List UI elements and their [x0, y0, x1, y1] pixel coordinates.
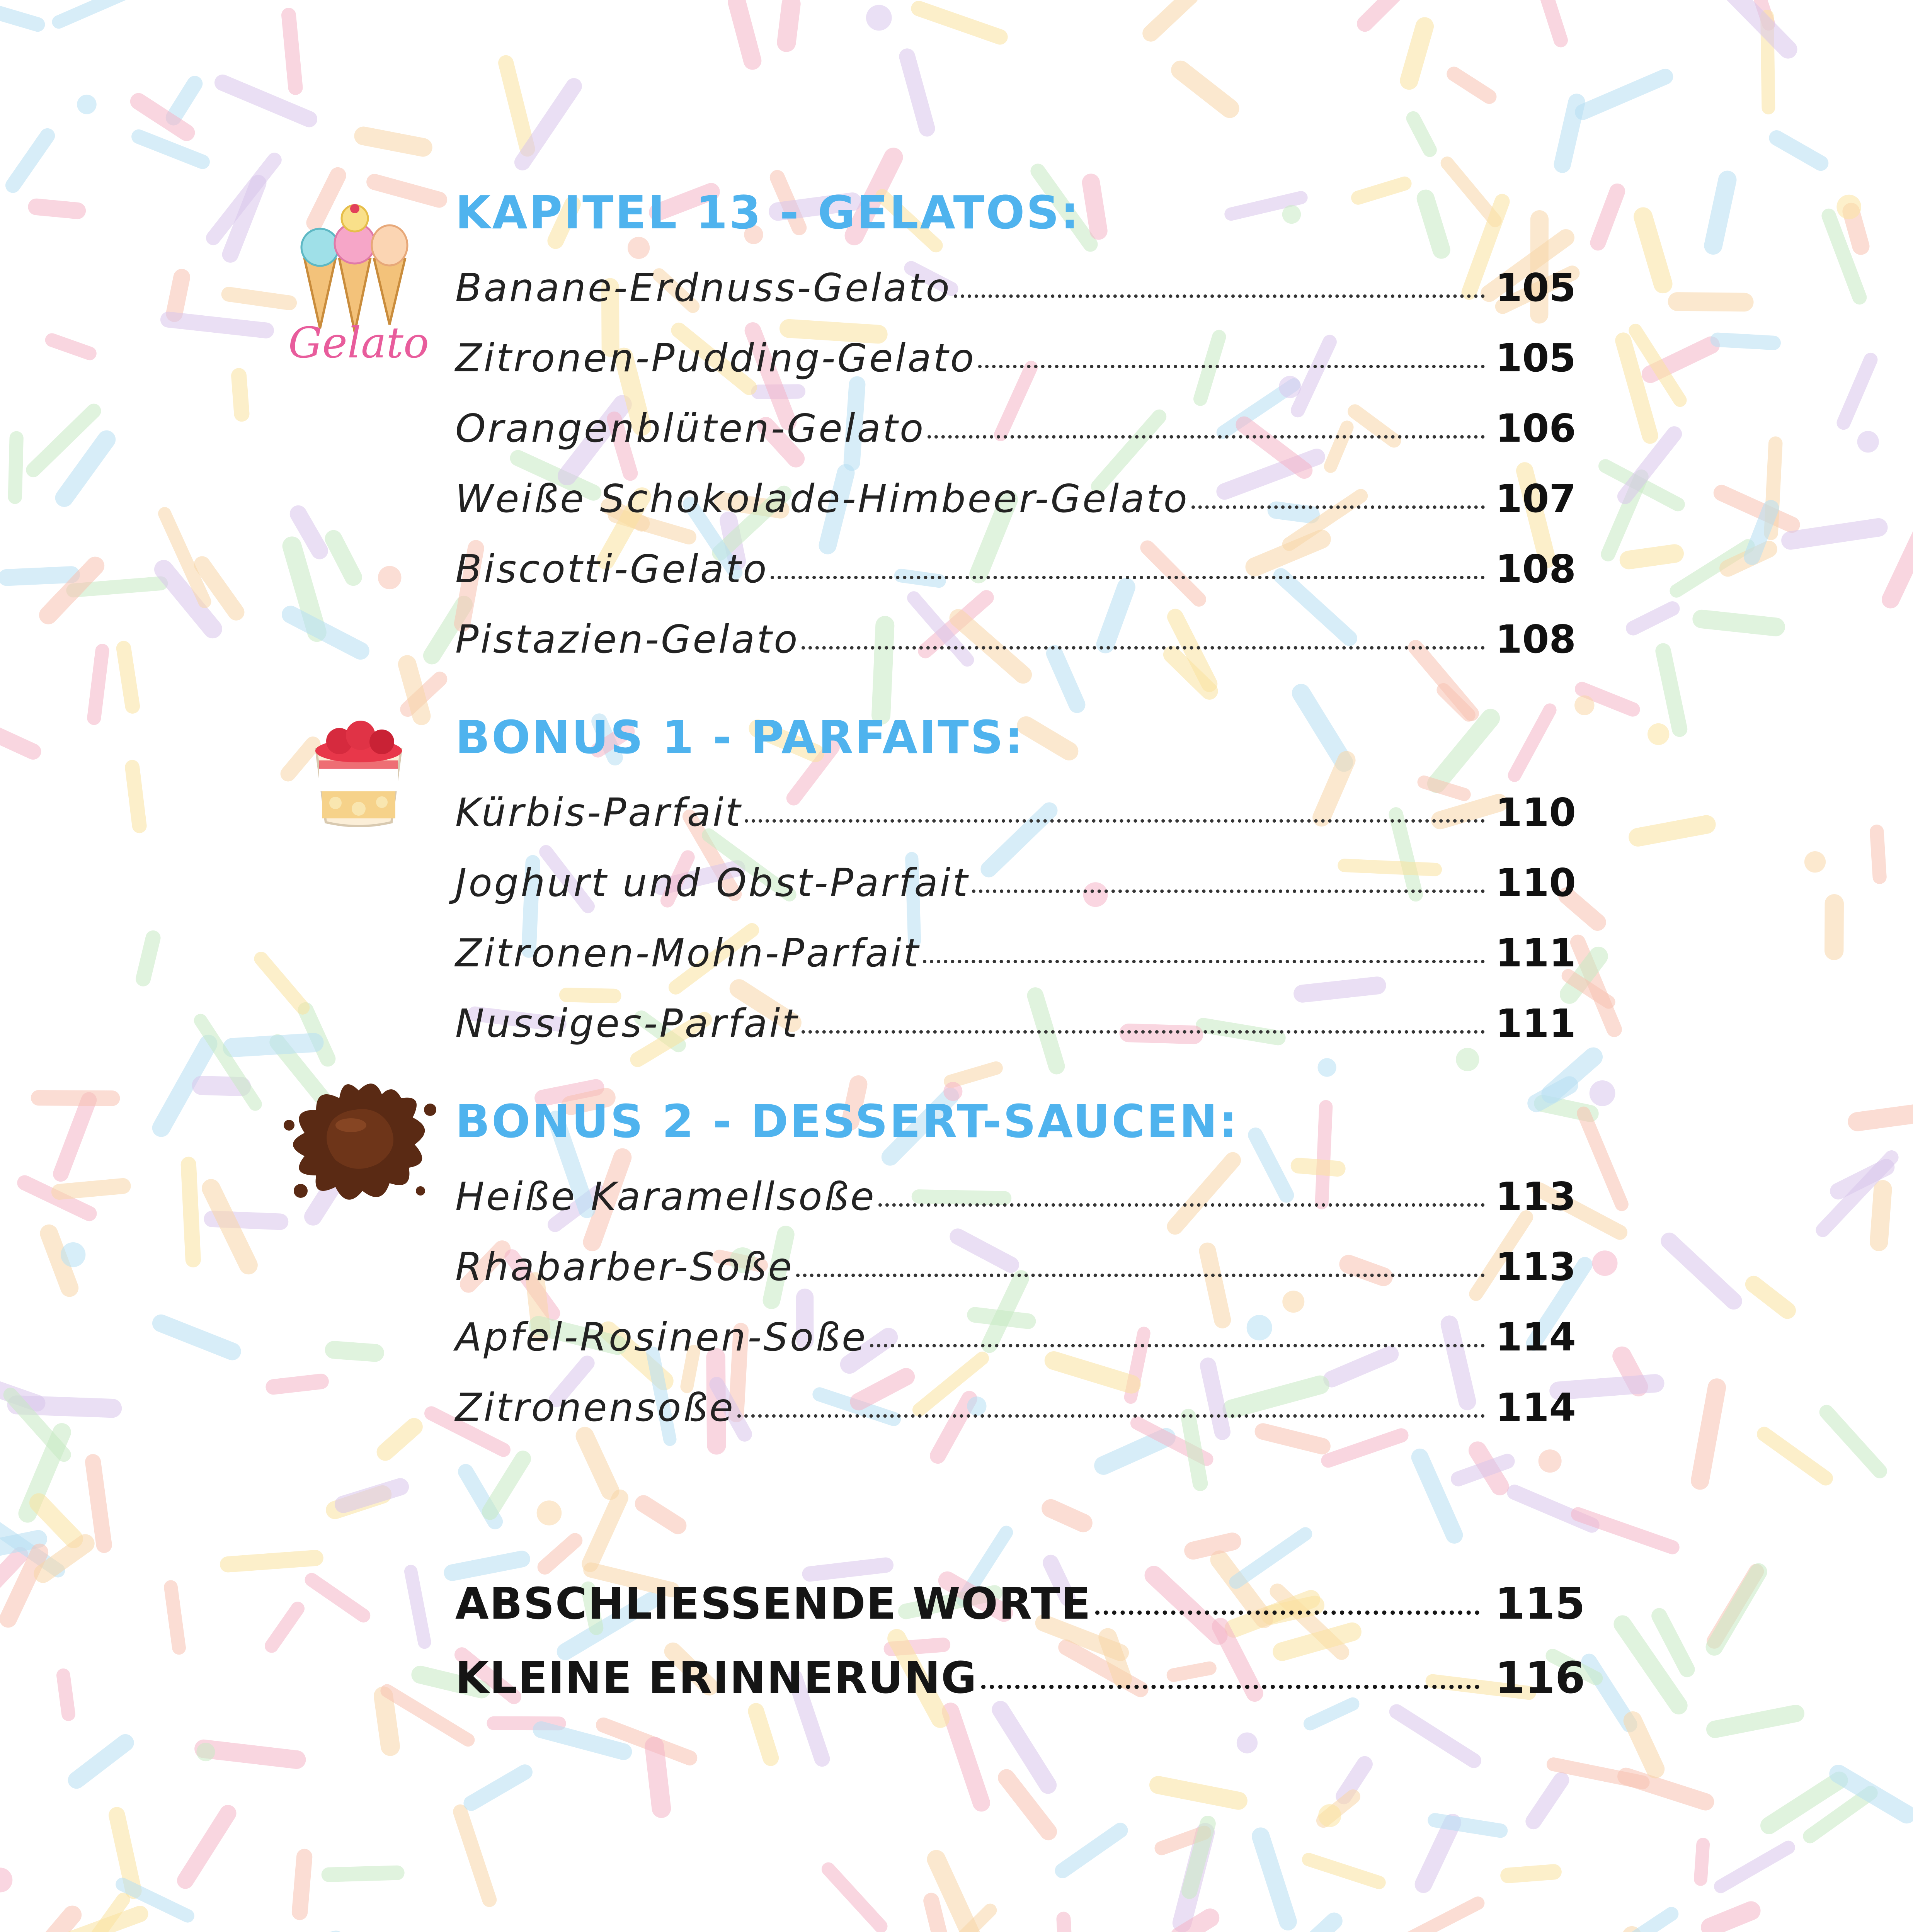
table-of-contents	[289, 185, 1585, 1727]
sprinkle	[1843, 360, 1870, 423]
dot-leader	[972, 889, 1485, 893]
sprinkle-dot	[77, 95, 97, 114]
sprinkle-dot	[1592, 1250, 1618, 1276]
section-title: BONUS 2 - DESSERT-SAUCEN:	[455, 1095, 1239, 1148]
sprinkle	[1777, 138, 1821, 163]
toc-entry[interactable]	[455, 790, 1576, 860]
entry-label: Nussiges-Parfait	[455, 1001, 799, 1046]
sprinkle	[24, 1915, 72, 1932]
dot-leader	[878, 1203, 1485, 1207]
sprinkle	[1261, 1837, 1288, 1922]
sprinkle	[1062, 1830, 1120, 1871]
sprinkle	[59, 1186, 123, 1192]
sprinkle	[1535, 0, 1561, 40]
sprinkle	[1891, 533, 1913, 599]
sprinkle	[506, 63, 528, 149]
sprinkle	[1598, 191, 1617, 243]
sprinkle-dot	[1574, 696, 1594, 715]
toc-entry[interactable]	[455, 1315, 1576, 1385]
dot-leader	[737, 1414, 1485, 1418]
dot-leader	[1095, 1610, 1479, 1615]
toc-entry[interactable]	[455, 1385, 1576, 1455]
sprinkle	[1454, 74, 1489, 97]
toc-entry[interactable]	[455, 930, 1576, 1001]
toc-entry-closing-words[interactable]	[455, 1579, 1585, 1653]
page-number: 113	[1495, 1244, 1576, 1289]
entry-label: Zitronen-Pudding-Gelato	[455, 335, 976, 381]
section-title: KAPITEL 13 - GELATOS:	[455, 186, 1081, 239]
sprinkle	[1409, 26, 1425, 80]
entry-label: Apfel-Rosinen-Soße	[455, 1315, 868, 1360]
sprinkle-dot	[1857, 431, 1879, 452]
sprinkle	[1064, 1919, 1069, 1932]
page-number: 111	[1495, 1001, 1576, 1046]
sprinkle	[61, 1100, 89, 1174]
sprinkle	[460, 1812, 489, 1900]
entry-label: Kürbis-Parfait	[455, 790, 742, 835]
entry-label: Weiße Schokolade-Himbeer-Gelato	[455, 476, 1189, 521]
entry-label: ABSCHLIESSENDE WORTE	[455, 1579, 1092, 1629]
sprinkle	[7, 575, 71, 578]
page-number: 113	[1495, 1174, 1576, 1219]
sprinkle	[383, 1696, 390, 1746]
page-number: 114	[1495, 1315, 1576, 1360]
sprinkle	[1764, 1434, 1826, 1478]
sprinkle	[63, 1675, 68, 1714]
toc-entry[interactable]	[455, 1001, 1576, 1071]
sprinkle	[93, 1462, 104, 1545]
dot-leader	[954, 294, 1485, 298]
toc-entry[interactable]	[455, 265, 1576, 335]
sprinkle	[1879, 1189, 1883, 1242]
sprinkle	[15, 438, 17, 497]
sprinkle	[1643, 217, 1663, 284]
sprinkle	[77, 1743, 125, 1780]
toc-entry[interactable]	[455, 1244, 1576, 1315]
sprinkle	[228, 1558, 315, 1565]
sprinkle	[1834, 904, 1835, 951]
sprinkle	[329, 1873, 397, 1875]
sprinkle	[1826, 1412, 1880, 1471]
section-title: BONUS 1 - PARFAITS:	[455, 711, 1025, 764]
sprinkle	[654, 1747, 661, 1809]
sprinkle	[52, 340, 90, 354]
sprinkle-dot	[1647, 723, 1669, 745]
entry-label: Rhabarber-Soße	[455, 1244, 794, 1289]
dot-leader	[923, 959, 1485, 963]
sprinkle	[1638, 825, 1706, 837]
sprinkle	[829, 1869, 881, 1926]
sprinkle	[1633, 1721, 1655, 1769]
sprinkle	[411, 1571, 424, 1642]
sprinkle	[143, 938, 153, 979]
section-bonus-2	[455, 1094, 1576, 1455]
sprinkle	[1508, 1872, 1554, 1875]
sprinkle	[189, 1165, 193, 1260]
sprinkle	[300, 1857, 305, 1912]
sprinkle	[1790, 527, 1879, 541]
entry-label: Zitronensoße	[455, 1385, 735, 1430]
page-number: 108	[1495, 546, 1576, 592]
sprinkle	[229, 294, 289, 303]
sprinkle	[1584, 1113, 1622, 1204]
sprinkle	[291, 614, 361, 651]
page-number: 110	[1495, 790, 1576, 835]
dot-leader	[796, 1273, 1485, 1277]
sprinkle	[1677, 301, 1744, 302]
dot-leader	[802, 1030, 1485, 1034]
sprinkle	[0, 725, 33, 752]
page-number: 115	[1495, 1579, 1585, 1629]
sprinkle	[385, 1427, 414, 1452]
sprinkle	[737, 2, 752, 61]
parfait-icon	[293, 702, 424, 836]
sprinkle	[1309, 1859, 1379, 1882]
section-kapitel-13	[289, 185, 1576, 687]
sprinkle	[124, 648, 133, 706]
sprinkle	[1722, 493, 1792, 525]
sprinkle	[1413, 118, 1430, 150]
sprinkle	[344, 1487, 400, 1504]
page-number: 108	[1495, 617, 1576, 662]
toc-entry-small-reminder[interactable]	[455, 1653, 1585, 1727]
toc-entry[interactable]	[455, 476, 1576, 546]
toc-entry[interactable]	[455, 617, 1576, 687]
sprinkle	[94, 651, 102, 718]
dot-leader	[1191, 505, 1485, 509]
sprinkle	[1663, 651, 1680, 729]
toc-entry[interactable]	[455, 335, 1576, 406]
dot-leader	[802, 646, 1485, 650]
sprinkle	[1633, 609, 1673, 628]
section-bonus-1	[455, 710, 1576, 1071]
sprinkle	[132, 767, 139, 826]
page-number: 114	[1495, 1385, 1576, 1430]
sprinkle	[1700, 1388, 1717, 1481]
gelato-icon-text: Gelato	[289, 318, 428, 363]
sprinkle	[1717, 340, 1773, 343]
sprinkle	[1713, 180, 1727, 245]
sprinkle-dot	[1237, 1732, 1258, 1753]
sprinkle	[1181, 70, 1230, 108]
page-number: 107	[1495, 476, 1576, 521]
entry-label: Biscotti-Gelato	[455, 546, 769, 592]
sprinkle-dot	[378, 566, 402, 590]
sprinkle	[1722, 0, 1788, 49]
sprinkle	[1700, 1844, 1703, 1879]
sprinkle-dot	[1836, 195, 1861, 219]
dot-leader	[981, 1684, 1479, 1689]
sprinkle	[168, 320, 266, 330]
gelato-icon	[289, 201, 428, 365]
toc-entry[interactable]	[455, 1174, 1576, 1244]
page-number: 105	[1495, 335, 1576, 381]
sprinkle	[272, 1609, 298, 1646]
sprinkle	[1423, 1823, 1452, 1884]
page-number: 116	[1495, 1653, 1585, 1703]
sprinkle	[1877, 832, 1879, 877]
page-number: 111	[1495, 930, 1576, 976]
sprinkle	[1702, 619, 1776, 627]
entry-label: Zitronen-Mohn-Parfait	[455, 930, 921, 976]
page-number: 106	[1495, 406, 1576, 451]
sprinkle	[786, 4, 791, 43]
dot-leader	[928, 435, 1485, 439]
sprinkle-dot	[1804, 851, 1826, 872]
sprinkle	[239, 376, 242, 414]
sprinkle	[919, 9, 1000, 37]
sprinkle	[204, 1749, 296, 1760]
chocolate-splash-icon	[277, 1067, 440, 1216]
dot-leader	[978, 364, 1485, 368]
sprinkle	[174, 277, 182, 314]
sprinkle-dot	[1590, 1080, 1615, 1106]
sprinkle	[289, 15, 296, 88]
sprinkle	[1715, 1713, 1796, 1729]
page-number: 110	[1495, 860, 1576, 905]
sprinkle	[1365, 0, 1406, 24]
sprinkle	[374, 182, 439, 200]
sprinkle-dot	[196, 1743, 215, 1761]
sprinkle	[312, 1580, 364, 1616]
sprinkle	[273, 1381, 321, 1387]
sprinkle	[1583, 77, 1665, 112]
sprinkle	[1754, 1284, 1787, 1311]
entry-label: Pistazien-Gelato	[455, 617, 800, 662]
toc-entry[interactable]	[455, 860, 1576, 930]
sprinkle-dot	[0, 1867, 12, 1892]
dot-leader	[771, 575, 1485, 579]
sprinkle-dot	[1318, 1804, 1341, 1827]
dot-leader	[870, 1344, 1485, 1347]
sprinkle	[1629, 554, 1675, 560]
entry-label: KLEINE ERINNERUNG	[455, 1653, 977, 1703]
sprinkle	[471, 1772, 525, 1803]
sprinkle-dot	[866, 5, 892, 31]
sprinkle	[59, 0, 141, 22]
sprinkle	[186, 1813, 228, 1881]
sprinkle	[1669, 1241, 1734, 1301]
sprinkle	[1562, 102, 1577, 164]
toc-entry[interactable]	[455, 546, 1576, 617]
sprinkle	[171, 1587, 179, 1648]
sprinkle	[523, 86, 574, 162]
sprinkle	[43, 1543, 85, 1573]
dot-leader	[745, 819, 1485, 823]
sprinkle	[232, 1043, 314, 1048]
sprinkle	[334, 1350, 375, 1353]
sprinkle	[1714, 1572, 1758, 1647]
entry-label: Joghurt und Obst-Parfait	[455, 860, 970, 905]
page-number: 105	[1495, 265, 1576, 310]
sprinkle	[1710, 1911, 1751, 1927]
sprinkle	[174, 84, 195, 118]
sprinkle	[364, 136, 423, 148]
sprinkle	[1151, 0, 1190, 33]
sprinkle	[1721, 1847, 1789, 1886]
sprinkle	[139, 137, 203, 162]
sprinkle	[0, 7, 37, 24]
sprinkle	[161, 1323, 232, 1352]
sprinkle	[907, 56, 927, 128]
sprinkle	[1857, 1113, 1913, 1122]
sprinkle	[1659, 1616, 1687, 1670]
sprinkle	[334, 539, 353, 577]
sprinkle	[13, 136, 47, 185]
sprinkle-dot	[61, 1242, 85, 1267]
sprinkle	[1389, 1903, 1478, 1932]
sprinkle	[1533, 1780, 1561, 1821]
sprinkle	[36, 207, 77, 211]
entry-label: Banane-Erdnuss-Gelato	[455, 265, 951, 310]
entry-label: Orangenblüten-Gelato	[455, 406, 926, 451]
sprinkle	[64, 439, 106, 498]
entry-label: Heiße Karamellsoße	[455, 1174, 876, 1219]
sprinkle	[1158, 1785, 1238, 1801]
toc-entry[interactable]	[455, 406, 1576, 476]
sprinkle	[261, 959, 303, 1007]
